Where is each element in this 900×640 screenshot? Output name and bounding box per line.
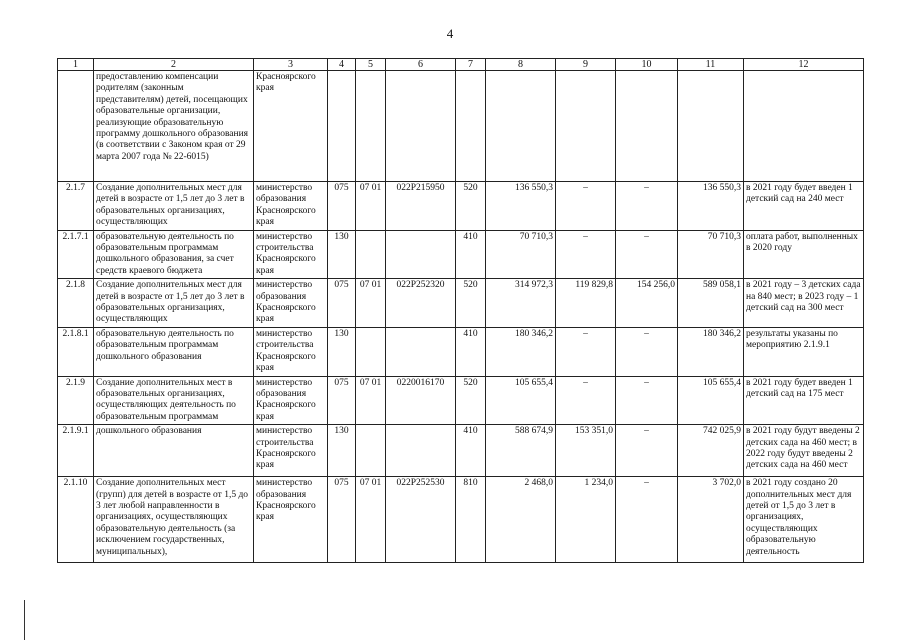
cell: – — [556, 182, 616, 231]
row-number: 2.1.8.1 — [58, 327, 94, 376]
cell: 520 — [456, 279, 486, 328]
activity-name: образовательную деятельность по образовательным программам дошкольного образования — [94, 327, 254, 376]
cell: 0220016170 — [386, 376, 456, 425]
cell: 136 550,3 — [486, 182, 556, 231]
cell: 07 01 — [356, 279, 386, 328]
table-row — [58, 182, 864, 231]
cell: 1 234,0 — [556, 477, 616, 563]
table-row — [58, 279, 864, 328]
cell: – — [556, 327, 616, 376]
cell — [328, 71, 356, 182]
cell: – — [616, 230, 678, 279]
cell: 180 346,2 — [678, 327, 744, 376]
cell: 70 710,3 — [486, 230, 556, 279]
responsible-body: министерство образования Красноярского края — [254, 279, 328, 328]
cell — [356, 230, 386, 279]
activity-name: Создание дополнительных мест для детей в возрасте от 1,5 лет до 3 лет в образовательных организациях, осуществляющих — [94, 182, 254, 231]
cell: 130 — [328, 230, 356, 279]
cell — [386, 71, 456, 182]
cell: 130 — [328, 327, 356, 376]
activity-name: предоставлению компенсации родителям (законным представителям) детей, посещающих образовательные организации, реализующие образовательную программу дошкольного образования (в соответствии с Законом края от 29 марта 2007 года № 22-6015) — [94, 71, 254, 182]
cell: 136 550,3 — [678, 182, 744, 231]
cell: 07 01 — [356, 477, 386, 563]
table-row — [58, 376, 864, 425]
cell: 07 01 — [356, 182, 386, 231]
result-note: в 2021 году – 3 детских сада на 840 мест; в 2023 году – 1 детский сад на 300 мест — [744, 279, 864, 328]
cell: 589 058,1 — [678, 279, 744, 328]
cell: 180 346,2 — [486, 327, 556, 376]
cell: 105 655,4 — [678, 376, 744, 425]
row-number: 2.1.9 — [58, 376, 94, 425]
cell: 410 — [456, 230, 486, 279]
result-note: результаты указаны по мероприятию 2.1.9.1 — [744, 327, 864, 376]
result-note: в 2021 году будет введен 1 детский сад на 175 мест — [744, 376, 864, 425]
column-header: 1 — [58, 59, 94, 71]
cell: 3 702,0 — [678, 477, 744, 563]
table-row — [58, 425, 864, 477]
cell — [616, 71, 678, 182]
cell — [678, 71, 744, 182]
cell: 410 — [456, 425, 486, 477]
row-number: 2.1.10 — [58, 477, 94, 563]
column-header: 7 — [456, 59, 486, 71]
cell: 022P215950 — [386, 182, 456, 231]
cell: 410 — [456, 327, 486, 376]
cell — [744, 71, 864, 182]
cell — [456, 71, 486, 182]
cell: 075 — [328, 376, 356, 425]
cell: 810 — [456, 477, 486, 563]
row-number: 2.1.8 — [58, 279, 94, 328]
column-header: 5 — [356, 59, 386, 71]
column-header: 12 — [744, 59, 864, 71]
cell: – — [616, 425, 678, 477]
cell: 130 — [328, 425, 356, 477]
cell — [356, 327, 386, 376]
cell: – — [616, 182, 678, 231]
responsible-body: министерство образования Красноярского края — [254, 376, 328, 425]
result-note: в 2021 году будут введены 2 детских сада на 460 мест; в 2022 году будут введены 2 детских сада на 460 мест — [744, 425, 864, 477]
cell — [386, 327, 456, 376]
cell — [556, 71, 616, 182]
table-row — [58, 327, 864, 376]
cell: 105 655,4 — [486, 376, 556, 425]
cell: 07 01 — [356, 376, 386, 425]
activity-name: Создание дополнительных мест (групп) для детей в возрасте от 1,5 до 3 лет любой направленности в организациях, осуществляющих образовательную деятельность (за исключением государственных, муниципальных), — [94, 477, 254, 563]
result-note: в 2021 году будет введен 1 детский сад на 240 мест — [744, 182, 864, 231]
result-note: оплата работ, выполненных в 2020 году — [744, 230, 864, 279]
responsible-body: министерство строительства Красноярского края — [254, 327, 328, 376]
column-header: 11 — [678, 59, 744, 71]
cell: – — [616, 477, 678, 563]
cell: 119 829,8 — [556, 279, 616, 328]
column-header: 10 — [616, 59, 678, 71]
row-number: 2.1.7 — [58, 182, 94, 231]
column-header: 9 — [556, 59, 616, 71]
activity-name: Создание дополнительных мест для детей в возрасте от 1,5 лет до 3 лет в образовательных организациях, осуществляющих — [94, 279, 254, 328]
margin-line — [24, 600, 25, 640]
responsible-body: министерство строительства Красноярского края — [254, 425, 328, 477]
activity-name: Создание дополнительных мест в образовательных организациях, осуществляющих деятельность по образовательным программам — [94, 376, 254, 425]
cell: – — [616, 327, 678, 376]
cell: 022P252320 — [386, 279, 456, 328]
column-header: 8 — [486, 59, 556, 71]
table-row — [58, 477, 864, 563]
cell: 588 674,9 — [486, 425, 556, 477]
column-header: 4 — [328, 59, 356, 71]
result-note: в 2021 году создано 20 дополнительных мест для детей от 1,5 до 3 лет в организациях, осуществляющих образовательную деятельность — [744, 477, 864, 563]
cell: 154 256,0 — [616, 279, 678, 328]
cell: 520 — [456, 376, 486, 425]
cell: 70 710,3 — [678, 230, 744, 279]
cell: 022P252530 — [386, 477, 456, 563]
activity-name: дошкольного образования — [94, 425, 254, 477]
page-number: 4 — [446, 26, 454, 41]
cell: 520 — [456, 182, 486, 231]
table-header-row — [58, 59, 864, 71]
cell: 742 025,9 — [678, 425, 744, 477]
row-number: 2.1.7.1 — [58, 230, 94, 279]
cell — [386, 230, 456, 279]
cell: 153 351,0 — [556, 425, 616, 477]
activity-name: образовательную деятельность по образовательным программам дошкольного образования, за счет средств краевого бюджета — [94, 230, 254, 279]
cell: – — [556, 376, 616, 425]
row-number — [58, 71, 94, 182]
responsible-body: министерство образования Красноярского края — [254, 477, 328, 563]
column-header: 2 — [94, 59, 254, 71]
responsible-body: министерство строительства Красноярского края — [254, 230, 328, 279]
cell — [356, 71, 386, 182]
cell: – — [616, 376, 678, 425]
table-row — [58, 230, 864, 279]
table-row — [58, 71, 864, 182]
cell: 2 468,0 — [486, 477, 556, 563]
responsible-body: министерство образования Красноярского края — [254, 182, 328, 231]
cell — [486, 71, 556, 182]
column-header: 3 — [254, 59, 328, 71]
row-number: 2.1.9.1 — [58, 425, 94, 477]
cell: – — [556, 230, 616, 279]
cell: 075 — [328, 182, 356, 231]
cell — [386, 425, 456, 477]
cell: 075 — [328, 477, 356, 563]
cell: 075 — [328, 279, 356, 328]
program-table — [57, 58, 864, 563]
responsible-body: Красноярского края — [254, 71, 328, 182]
column-header: 6 — [386, 59, 456, 71]
cell: 314 972,3 — [486, 279, 556, 328]
cell — [356, 425, 386, 477]
